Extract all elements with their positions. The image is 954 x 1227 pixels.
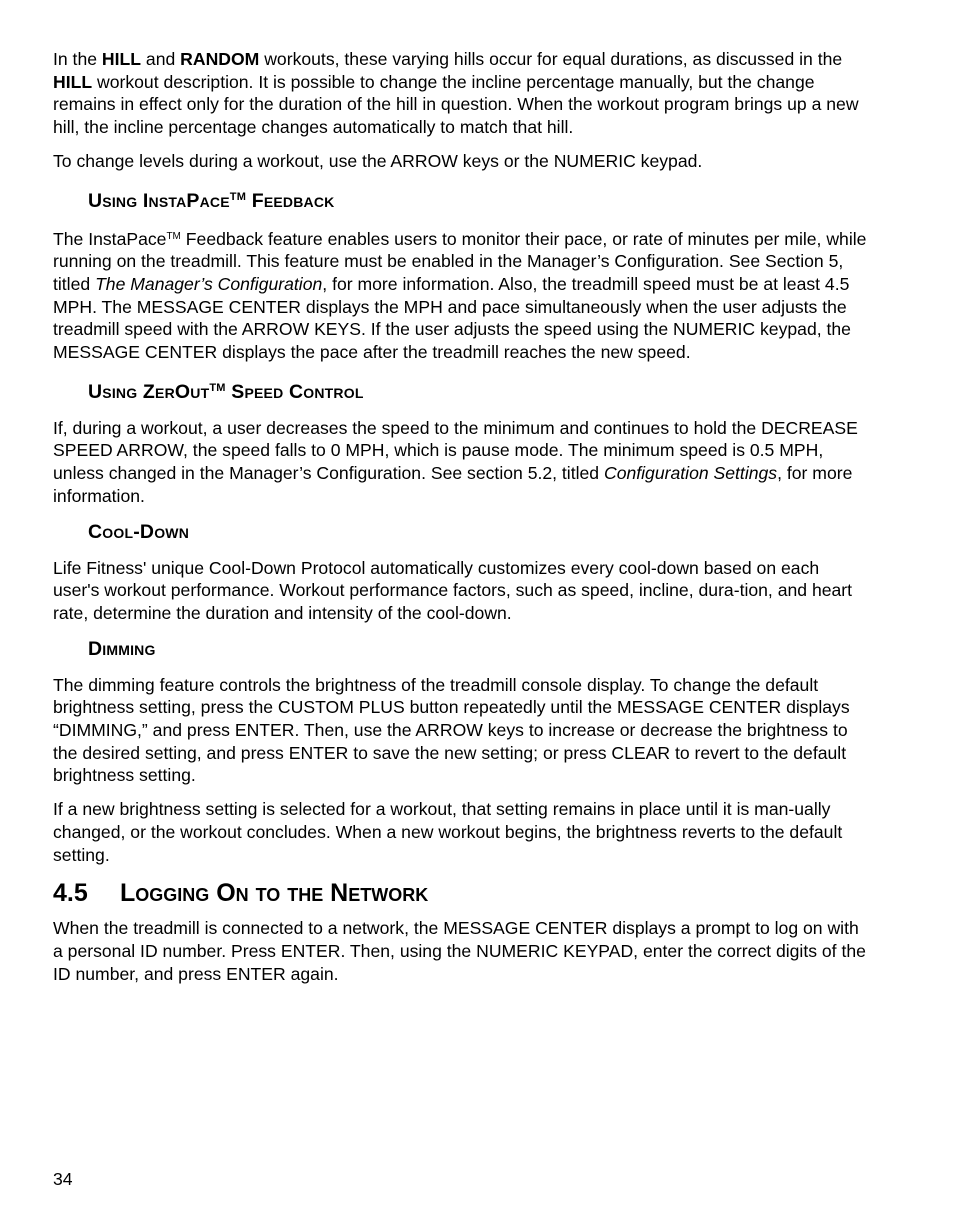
paragraph-zerout [53, 417, 868, 508]
heading-cool-down: Cool-Down [88, 520, 190, 543]
paragraph-hill-random [53, 48, 868, 139]
heading-text: Speed Control [225, 380, 364, 403]
paragraph-brightness: If a new brightness setting is selected for a workout, that setting remains in place until it is man-ually changed, or the workout concludes. When a new workout begins, the brightness reverts to the default setting. [53, 799, 843, 865]
text: and [141, 49, 181, 69]
text: The InstaPace [53, 228, 167, 249]
paragraph-change-levels: To change levels during a workout, use the ARROW keys or the NUMERIC keypad. [53, 150, 703, 171]
manual-page [53, 48, 868, 996]
section-heading-logging-on [53, 877, 868, 909]
heading-text: Using ZerOut [88, 380, 210, 403]
trademark-mark: TM [209, 381, 226, 394]
random-keyword: RANDOM [180, 49, 260, 69]
heading-text: Feedback [246, 189, 335, 212]
hill-keyword: HILL [53, 71, 93, 92]
text: In the [53, 49, 102, 69]
heading-instapace [88, 184, 868, 214]
section-title-reference: Configuration Settings [603, 463, 778, 484]
heading-zerout [88, 375, 868, 405]
trademark-mark: TM [166, 230, 181, 242]
text: workouts, these varying hills occur for equal durations, as discussed in the [259, 49, 843, 69]
paragraph-dimming: The dimming feature controls the brightness of the treadmill console display. To change the default brightness setting, press the CUSTOM PLUS button repeatedly until the MESSAGE CENTER displays “DIMMING,” and press ENTER. Then, use the ARROW keys to increase or decrease the brightness to the desired setting, and press ENTER to save the new setting; or press CLEAR to revert to the default brightness setting. [53, 674, 850, 786]
heading-text: Using InstaPace [88, 189, 230, 212]
text: workout description. It is possible to change the incline percentage manually, but the change remains in effect only for the duration of the hill in question. When the workout program brings up a new hill, the incline percentage changes automatically to match that hill. [53, 71, 859, 138]
text: If, during a workout, a user decreases the speed to the minimum and continues to hold the DECREASE SPEED ARROW, the speed falls to 0 MPH, which is pause mode. The minimum speed is 0.5 MPH, unless changed in the Manager’s Configuration. See section 5.2, titled [53, 417, 858, 484]
text: Feedback feature enables users to monitor their pace, or rate of minutes per mile, while running on the treadmill. This feature must be enabled in the Manager’s Configuration. See Section 5, titled [53, 228, 867, 294]
hill-keyword: HILL [101, 49, 142, 69]
page-number: 34 [53, 1169, 73, 1189]
text: , for more information. [53, 463, 853, 506]
text: , for more information. Also, the treadmill speed must be at least 4.5 MPH. The MESSAGE CENTER displays the MPH and pace simultaneously when the user adjusts the treadmill speed with the ARROW KEYS. If the user adjusts the speed using the NUMERIC keypad, the MESSAGE CENTER displays the pace after the treadmill reaches the new speed. [53, 273, 851, 363]
paragraph-instapace [53, 226, 868, 364]
section-title-reference: The Manager’s Configuration [95, 273, 323, 294]
trademark-mark: TM [229, 190, 247, 203]
section-number: 4.5 [53, 879, 88, 908]
paragraph-cool-down: Life Fitness' unique Cool-Down Protocol automatically customizes every cool-down based on each user's workout performance. Workout performance factors, such as speed, incline, dura-tion, and heart rate, determine the duration and intensity of the cool-down. [53, 557, 853, 623]
paragraph-logging-on: When the treadmill is connected to a network, the MESSAGE CENTER displays a prompt to log on with a personal ID number. Press ENTER. Then, using the NUMERIC KEYPAD, enter the correct digits of the ID number, and press ENTER again. [53, 918, 866, 984]
section-title: Logging On to the Network [120, 879, 429, 908]
heading-dimming: Dimming [88, 637, 156, 660]
